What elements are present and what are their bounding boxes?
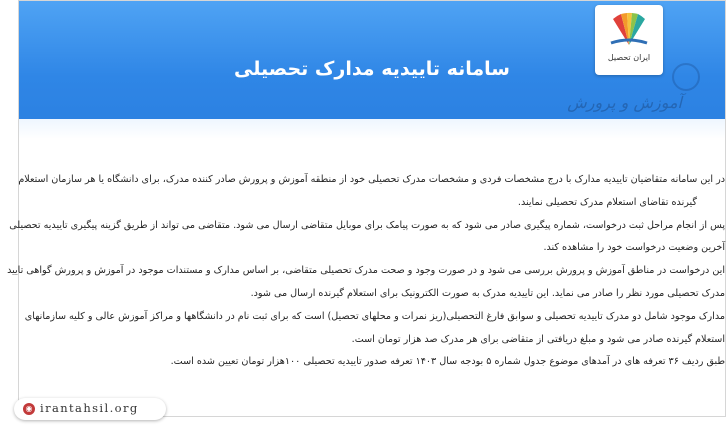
paragraph-line: مدرک تحصیلی مورد نظر را صادر می نماید. این تاییدیه مدرک به صورت الکترونیک برای استعلام گیرنده ارسال می شود. (250, 287, 725, 299)
book-fan-icon (595, 5, 663, 53)
globe-icon: ◉ (23, 403, 35, 415)
content-body (7, 169, 725, 374)
brand-label: ایران تحصیل (607, 53, 651, 62)
page-title: سامانه تاییدیه مدارک تحصیلی (234, 58, 510, 80)
paragraph-line: استعلام گیرنده صادر می شود و مبلغ دریافتی از متقاضی برای هر مدرک صد هزار تومان است. (351, 333, 725, 345)
paragraph-line: آخرین وضعیت درخواست خود را مشاهده کند. (543, 242, 725, 254)
paragraph-line: پس از انجام مراحل ثبت درخواست، شماره پیگیری صادر می شود که به صورت پیامک برای موبایل متقاضی ارسال می شود. متقاضی می تواند از طریق گزینه پیگیری تاییدیه تحصیلی (9, 219, 725, 231)
ministry-text: آموزش و پرورش (567, 93, 682, 112)
paragraph-line: مدارک موجود شامل دو مدرک تاییدیه تحصیلی و سوابق فارغ التحصیلی(ریز نمرات و محلهای تحصیل) است که برای ثبت نام در دانشگاهها و مراکز آموزش عالی و کلیه سازمانهای (24, 310, 725, 322)
paragraph-line: این درخواست در مناطق آموزش و پرورش بررسی می شود و در صورت وجود و صحت مدرک تحصیلی متقاضی، بر اساس مدارک و مستندات موجود در آموزش و پرورش گواهی تایید (7, 265, 725, 277)
emblem-icon (672, 63, 700, 91)
website-badge[interactable] (14, 398, 166, 420)
paragraph-line: در این سامانه متقاضیان تاییدیه مدارک با درج مشخصات فردی و مشخصات مدرک تحصیلی خود از منطقه آموزش و پرورش صادر کننده مدرک، برای دانشگاه یا هر سازمان استعلام (18, 174, 725, 185)
brand-logo (595, 5, 663, 75)
website-url: irantahsil.org (40, 401, 139, 415)
paragraph-line: طبق ردیف ۳۶ تعرفه های در آمدهای موضوع جدول شماره ۵ بودجه سال ۱۴۰۳ تعرفه صدور تاییدیه تحصیلی ۱۰۰هزار تومان تعیین شده است. (170, 356, 725, 368)
paragraph-line: گیرنده تقاضای استعلام مدرک تحصیلی نمایند. (517, 196, 697, 208)
banner-divider (19, 119, 725, 139)
